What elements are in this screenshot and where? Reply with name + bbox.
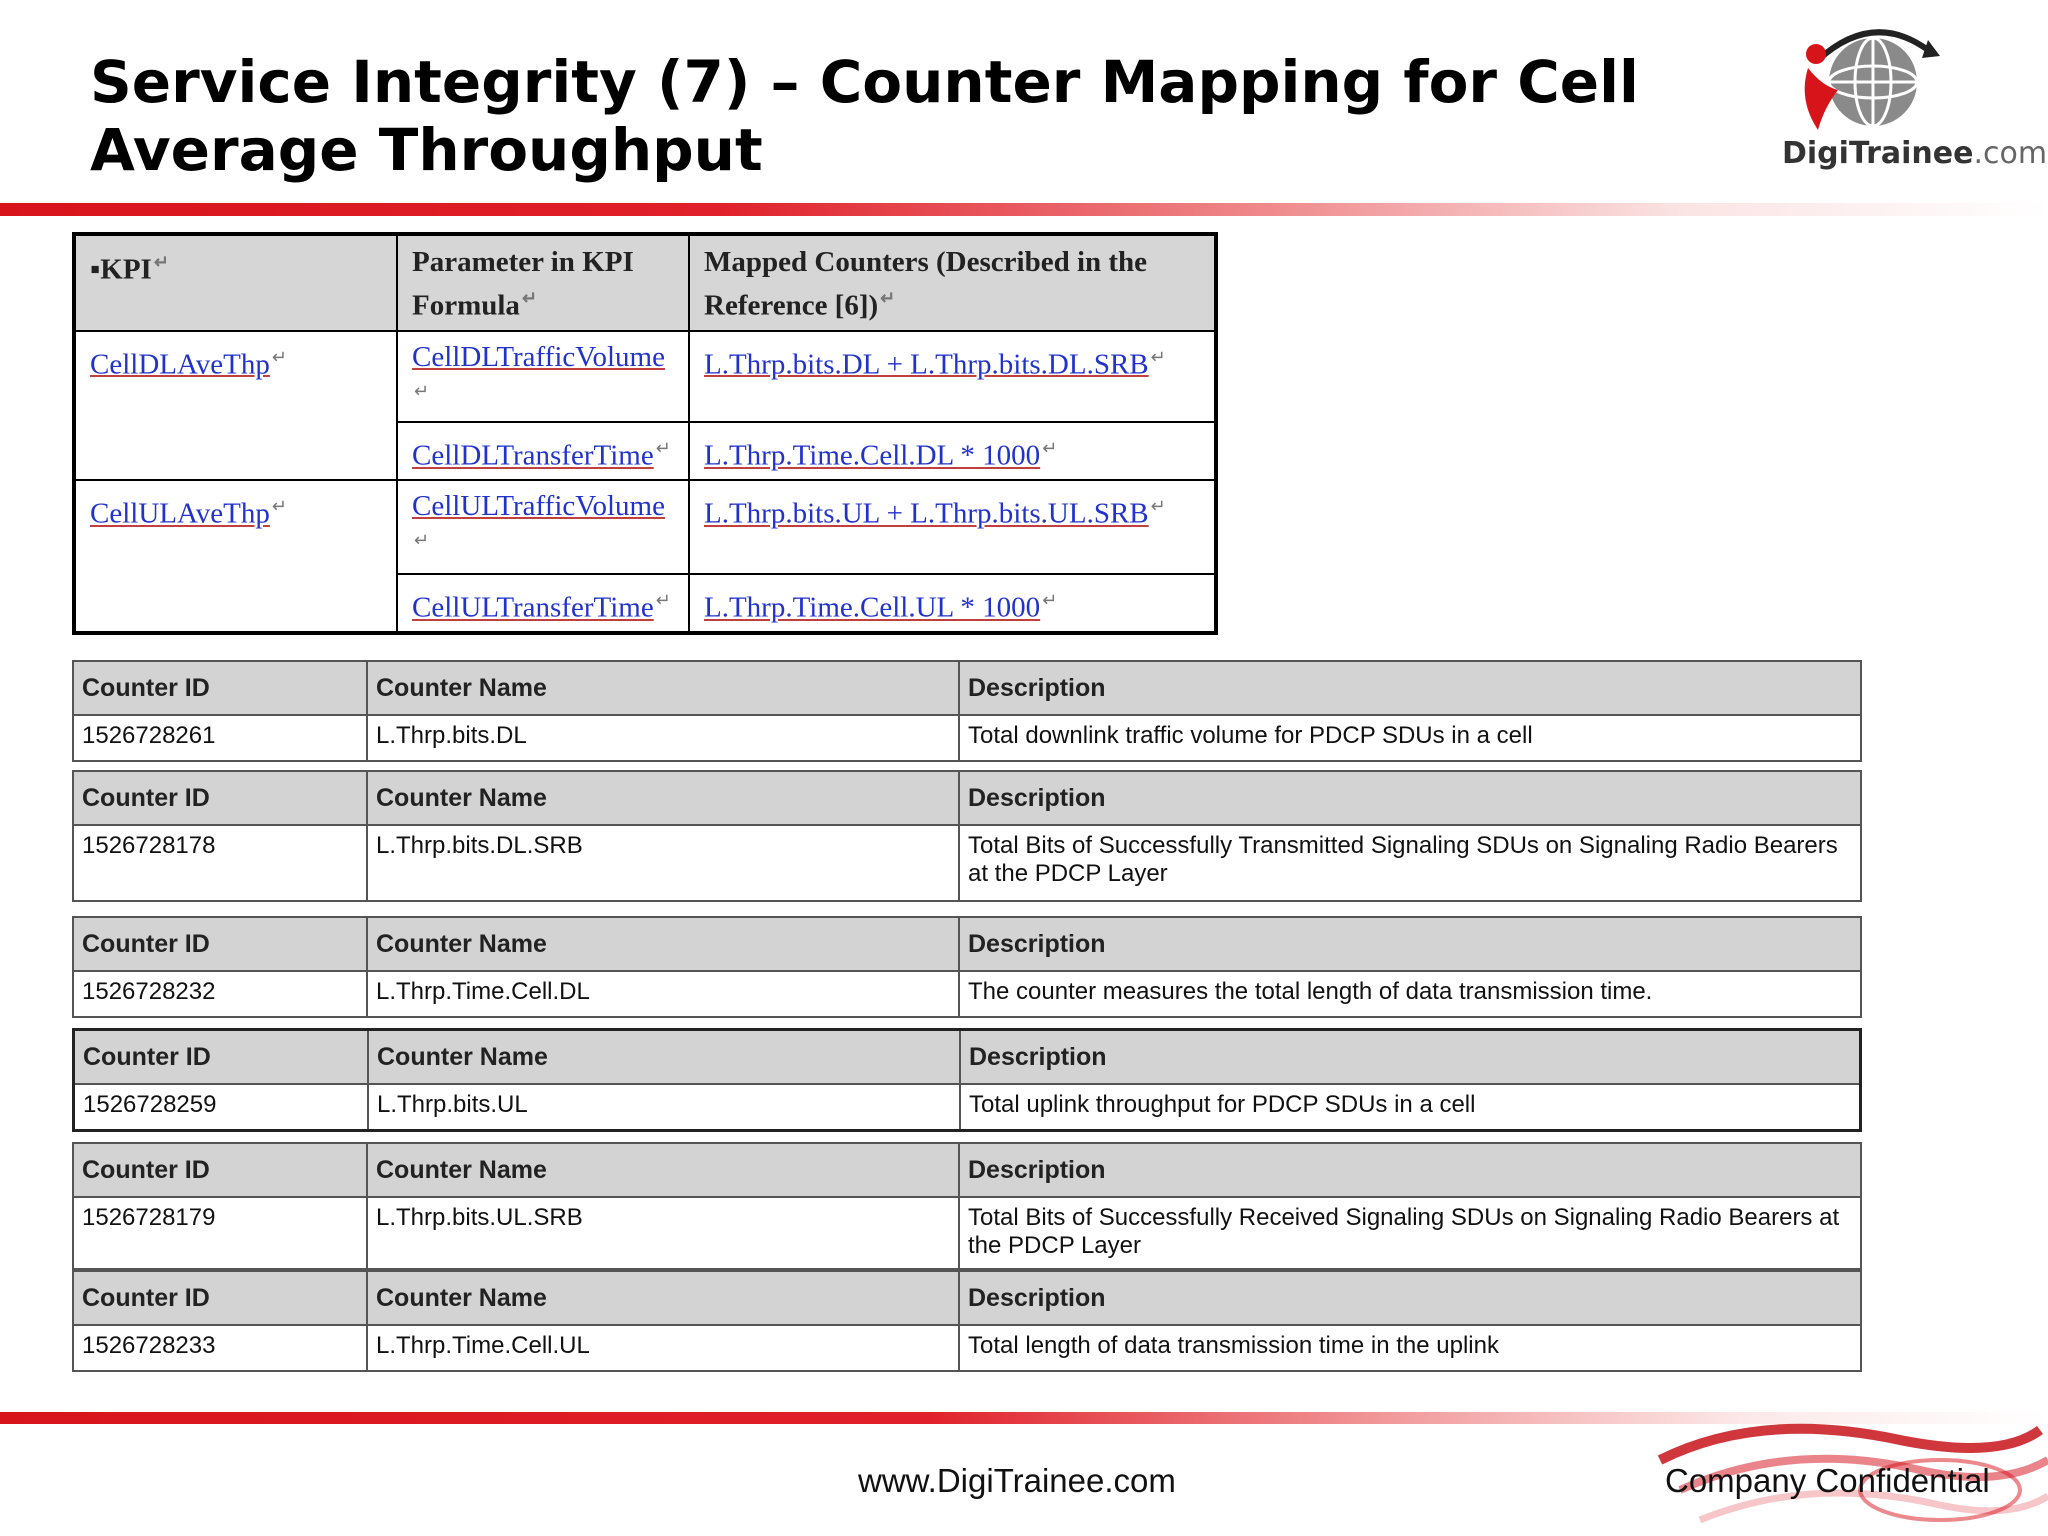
description-header: Description: [959, 771, 1861, 825]
counter-name: L.Thrp.bits.UL.SRB: [367, 1197, 959, 1269]
counters-link[interactable]: L.Thrp.Time.Cell.UL * 1000: [704, 591, 1041, 624]
counter-name-header: Counter Name: [367, 1143, 959, 1197]
counter-id-header: Counter ID: [73, 917, 367, 971]
kpi-link[interactable]: CellDLAveThp: [90, 348, 270, 381]
description-header: Description: [959, 1271, 1861, 1325]
title-line-2: Average Throughput: [90, 116, 763, 184]
parameter-header: Parameter in KPI Formula ↵: [397, 234, 689, 331]
counter-description: Total uplink throughput for PDCP SDUs in a cell: [960, 1084, 1861, 1130]
header-divider-bar: [0, 203, 2048, 216]
counter-id-header: Counter ID: [74, 1030, 369, 1085]
counter-name-header: Counter Name: [367, 661, 959, 715]
parameter-link[interactable]: CellULTrafficVolume: [412, 490, 665, 523]
description-header: Description: [960, 1030, 1861, 1085]
counter-description: Total Bits of Successfully Transmitted Signaling SDUs on Signaling Radio Bearers at the PDCP Layer: [959, 825, 1861, 901]
counter-id-header: Counter ID: [73, 661, 367, 715]
counter-id: 1526728261: [73, 715, 367, 761]
counter-description: Total downlink traffic volume for PDCP SDUs in a cell: [959, 715, 1861, 761]
parameter-cell: CellULTransferTime ↵: [397, 574, 689, 633]
counter-name-header: Counter Name: [367, 917, 959, 971]
counters-link[interactable]: L.Thrp.bits.UL + L.Thrp.bits.UL.SRB: [704, 497, 1149, 530]
counters-link[interactable]: L.Thrp.Time.Cell.DL * 1000: [704, 439, 1041, 472]
counters-cell: L.Thrp.Time.Cell.UL * 1000 ↵: [689, 574, 1216, 633]
counter-id-header: Counter ID: [73, 1143, 367, 1197]
counter-description: The counter measures the total length of data transmission time.: [959, 971, 1861, 1017]
counter-description: Total length of data transmission time in the uplink: [959, 1325, 1861, 1371]
counters-cell: L.Thrp.bits.UL + L.Thrp.bits.UL.SRB ↵: [689, 480, 1216, 574]
brand-logo-text: DigiTrainee.com: [1782, 136, 2048, 171]
counter-table: [72, 660, 1862, 762]
counter-table: [72, 916, 1862, 1018]
parameter-cell: CellDLTransferTime ↵: [397, 422, 689, 480]
kpi-mapping-table: [72, 232, 1218, 635]
counter-description: Total Bits of Successfully Received Signaling SDUs on Signaling Radio Bearers at the PDCP Layer: [959, 1197, 1861, 1269]
counters-cell: L.Thrp.Time.Cell.DL * 1000 ↵: [689, 422, 1216, 480]
counter-table: [72, 1142, 1862, 1270]
mapped-counters-header: Mapped Counters (Described in the Reference [6]) ↵: [689, 234, 1216, 331]
parameter-link[interactable]: CellDLTransferTime: [412, 439, 654, 472]
parameter-link[interactable]: CellDLTrafficVolume: [412, 340, 665, 373]
counters-link[interactable]: L.Thrp.bits.DL + L.Thrp.bits.DL.SRB: [704, 348, 1149, 381]
footer-website[interactable]: www.DigiTrainee.com: [858, 1462, 1176, 1499]
parameter-cell: CellDLTrafficVolume↵: [397, 331, 689, 423]
description-header: Description: [959, 661, 1861, 715]
counter-id: 1526728179: [73, 1197, 367, 1269]
title-line-1: Service Integrity (7) – Counter Mapping for Cell: [90, 48, 1639, 116]
description-header: Description: [959, 917, 1861, 971]
kpi-cell: CellULAveThp ↵: [74, 480, 397, 633]
counter-name: L.Thrp.Time.Cell.DL: [367, 971, 959, 1017]
counter-id: 1526728232: [73, 971, 367, 1017]
kpi-header: ▪KPI ↵: [74, 234, 397, 331]
kpi-cell: CellDLAveThp ↵: [74, 331, 397, 481]
counter-table: [72, 1270, 1862, 1372]
counter-name-header: Counter Name: [367, 1271, 959, 1325]
counter-name: L.Thrp.bits.UL: [368, 1084, 960, 1130]
counter-id: 1526728178: [73, 825, 367, 901]
counter-id-header: Counter ID: [73, 1271, 367, 1325]
footer-confidential: Company Confidential: [1665, 1462, 1990, 1499]
parameter-cell: CellULTrafficVolume↵: [397, 480, 689, 574]
counters-cell: L.Thrp.bits.DL + L.Thrp.bits.DL.SRB ↵: [689, 331, 1216, 423]
slide-title: [90, 48, 1650, 184]
counter-id-header: Counter ID: [73, 771, 367, 825]
counter-table: [72, 1028, 1862, 1132]
counter-name: L.Thrp.bits.DL: [367, 715, 959, 761]
counter-name-header: Counter Name: [368, 1030, 960, 1085]
counter-name-header: Counter Name: [367, 771, 959, 825]
kpi-link[interactable]: CellULAveThp: [90, 497, 270, 530]
counter-id: 1526728233: [73, 1325, 367, 1371]
counter-table: [72, 770, 1862, 902]
counter-name: L.Thrp.bits.DL.SRB: [367, 825, 959, 901]
counter-id: 1526728259: [74, 1084, 369, 1130]
parameter-link[interactable]: CellULTransferTime: [412, 591, 654, 624]
counter-name: L.Thrp.Time.Cell.UL: [367, 1325, 959, 1371]
description-header: Description: [959, 1143, 1861, 1197]
